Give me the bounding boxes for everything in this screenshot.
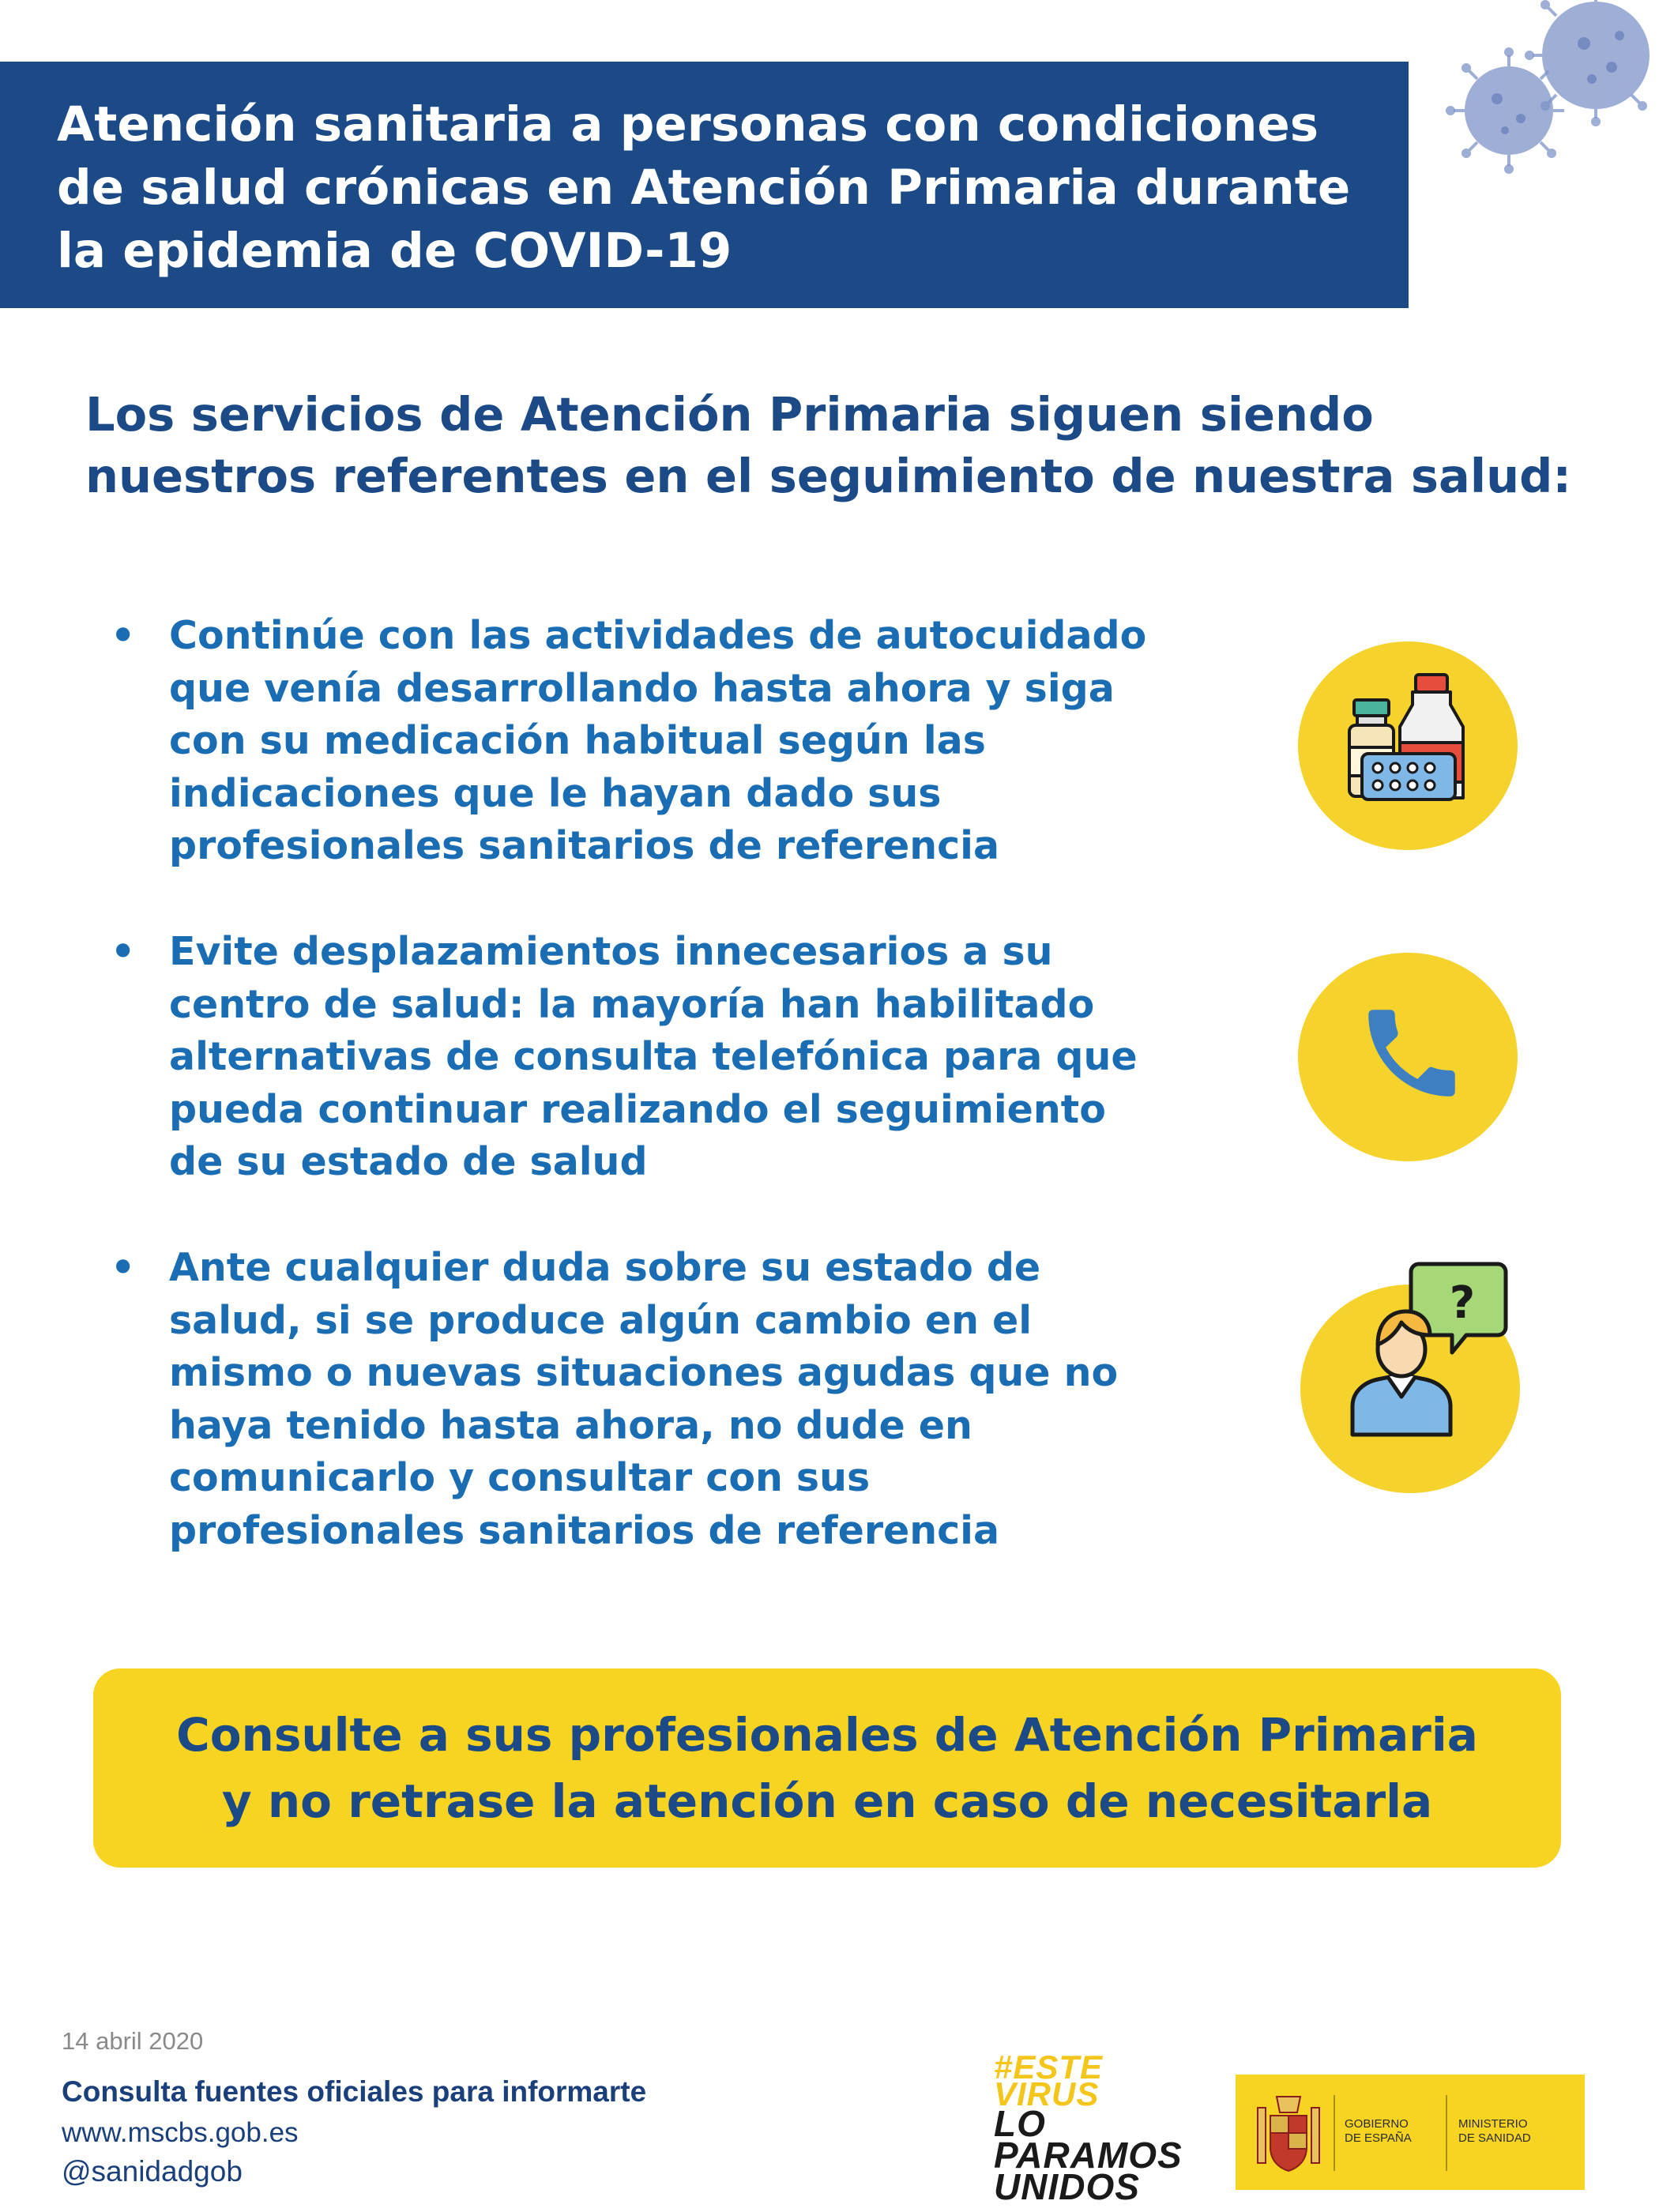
government-logo bbox=[1236, 2075, 1585, 2190]
campaign-lo: LO bbox=[994, 2103, 1046, 2144]
divider bbox=[1446, 2095, 1447, 2171]
tip-item bbox=[111, 1242, 1217, 1566]
bullet: • bbox=[111, 613, 136, 658]
tip-item bbox=[111, 610, 1217, 878]
bullet: • bbox=[111, 1245, 136, 1290]
page-title: Atención sanitaria a personas con condiciones de salud crónicas en Atención Primaria durante la epidemia de COVID-19 bbox=[57, 96, 1351, 279]
tip-item bbox=[111, 926, 1217, 1194]
header-banner bbox=[0, 62, 1409, 308]
virus-icon bbox=[1430, 0, 1659, 190]
gobierno-label: GOBIERNO DE ESPAÑA bbox=[1345, 2117, 1412, 2145]
ministerio-label: MINISTERIO DE SANIDAD bbox=[1458, 2117, 1531, 2145]
campaign-hashtag: #ESTE bbox=[994, 2048, 1104, 2086]
doctor-question-icon bbox=[1343, 1256, 1525, 1438]
coat-of-arms-icon bbox=[1253, 2092, 1324, 2174]
callout-box bbox=[93, 1668, 1561, 1868]
medication-icon bbox=[1343, 672, 1477, 814]
publish-date: 14 abril 2020 bbox=[62, 2027, 204, 2055]
consult-sources-text: Consulta fuentes oficiales para informarte bbox=[62, 2075, 647, 2108]
campaign-paramos: PARAMOS bbox=[994, 2135, 1183, 2176]
svg-text:?: ? bbox=[1449, 1277, 1476, 1329]
tip-text: Continúe con las actividades de autocuidado que venía desarrollando hasta ahora y siga con su medicación habitual según las indicaciones que le hayan dado sus profesionales sanitarios de referencia bbox=[169, 613, 1147, 868]
website-link[interactable]: www.mscbs.gob.es bbox=[62, 2117, 299, 2148]
bullet: • bbox=[111, 929, 136, 974]
intro-heading: Los servicios de Atención Primaria siguen siendo nuestros referentes en el seguimiento de nuestra salud: bbox=[85, 387, 1571, 503]
twitter-handle[interactable]: @sanidadgob bbox=[62, 2155, 243, 2188]
tip-text: Ante cualquier duda sobre su estado de salud, si se produce algún cambio en el mismo o nuevas situaciones agudas que no haya tenido hasta ahora, no dude en comunicarlo y consultar con sus profesionales sanitarios de referencia bbox=[169, 1245, 1119, 1553]
campaign-logo bbox=[994, 2048, 1231, 2207]
phone-icon bbox=[1354, 995, 1469, 1111]
campaign-virus: VIRUS bbox=[994, 2075, 1100, 2112]
callout-text: Consulte a sus profesionales de Atención Primaria y no retrase la atención en caso de necesitarla bbox=[176, 1708, 1478, 1828]
campaign-unidos: UNIDOS bbox=[994, 2166, 1140, 2207]
tip-text: Evite desplazamientos innecesarios a su centro de salud: la mayoría han habilitado alternativas de consulta telefónica para que pueda continuar realizando el seguimiento de su estado de salud bbox=[169, 929, 1138, 1184]
divider bbox=[1334, 2095, 1335, 2171]
